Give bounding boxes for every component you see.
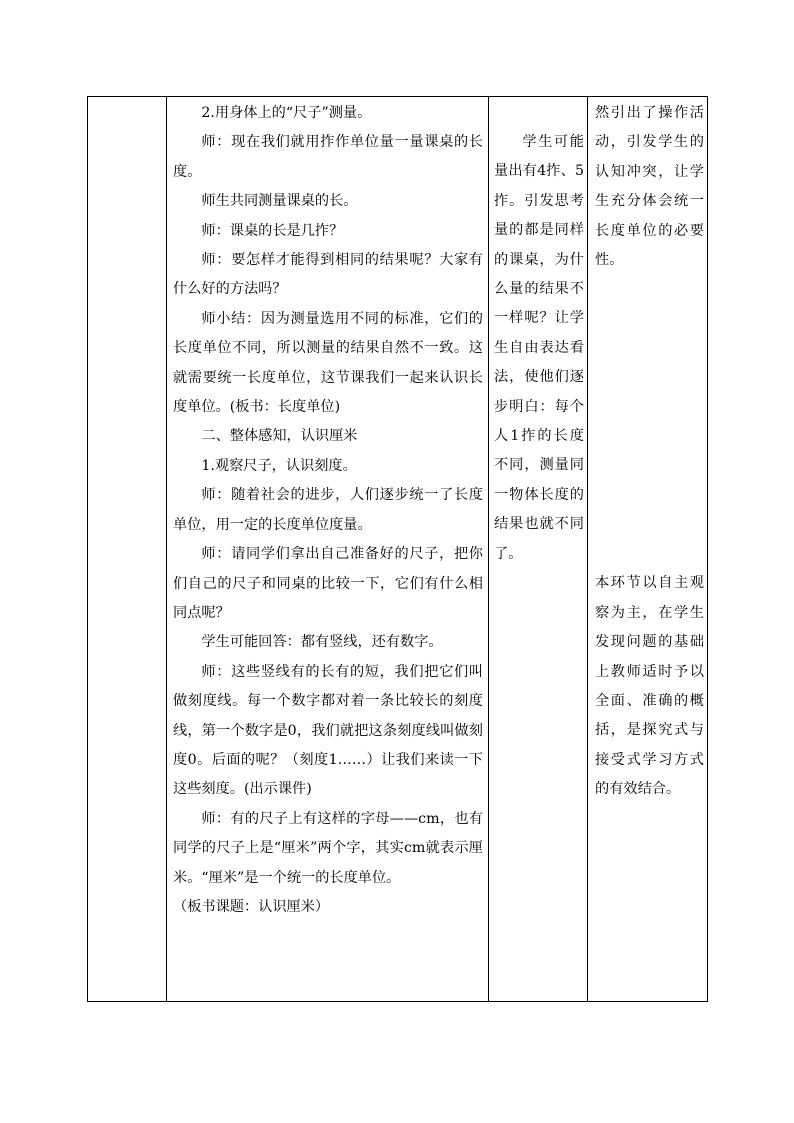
paragraph: 师：现在我们就用拃作单位量一量课桌的长度。 [173,134,483,180]
paragraph: 本环节以自主观察为主，在学生发现问题的基础上教师适时予以全面、准确的概括，是探究式与接受式学习方式的有效结合。 [595,575,704,798]
stage-cell [88,97,167,1002]
paragraph: 师小结：因为测量选用不同的标准，它们的长度单位不同，所以测量的结果自然不一致。这就需要统一长度单位，这节课我们一起来认识长度单位。(板书：长度单位) [173,310,483,416]
paragraph: 学生可能量出有4拃、5拃。引发思考量的都是同样的课桌，为什么量的结果不一样呢？让学生自由表达看法，使他们逐步明白：每个人1拃的长度不同，测量同一物体长度的结果也就不同了。 [494,134,584,562]
section-heading: 二、整体感知，认识厘米 [201,428,358,445]
design-intent-cell [588,97,708,1002]
spacer [595,275,704,569]
paragraph: 2.用身体上的“尺子”测量。 [201,105,372,121]
lesson-plan-table [87,96,708,1002]
student-activity-cell [489,97,588,1002]
paragraph: 师：请同学们拿出自己准备好的尺子，把你们自己的尺子和同桌的比较一下，它们有什么相同点呢？ [173,546,483,621]
paragraph: 师：这些竖线有的长有的短，我们把它们叫做刻度线。每一个数字都对着一条比较长的刻度线，第一个数字是0，我们就把这条刻度线叫做刻度0。后面的呢？（刻度1……）让我们来读一下这些刻度。(出示课件) [173,663,483,798]
paragraph: 师：有的尺子上有这样的字母——cm，也有同学的尺子上是“厘米”两个字，其实cm就表示厘米。“厘米”是一个统一的长度单位。 [173,810,483,886]
paragraph: 1.观察尺子，认识刻度。 [201,457,357,474]
paragraph: 然引出了操作活动，引发学生的认知冲突，让学生充分体会统一长度单位的必要性。 [595,105,704,269]
paragraph: 师：要怎样才能得到相同的结果呢？大家有什么好的方法吗？ [173,252,483,298]
paragraph: 师：随着社会的进步，人们逐步统一了长度单位，用一定的长度单位度量。 [173,487,483,533]
paragraph: 学生可能回答：都有竖线，还有数字。 [201,634,443,651]
table-row [88,97,708,1002]
paragraph: 师：课桌的长是几拃？ [201,222,344,239]
teaching-process-cell [167,97,489,1002]
paragraph: （板书课题：认识厘米） [173,898,330,915]
paragraph: 师生共同测量课桌的长。 [201,193,358,210]
